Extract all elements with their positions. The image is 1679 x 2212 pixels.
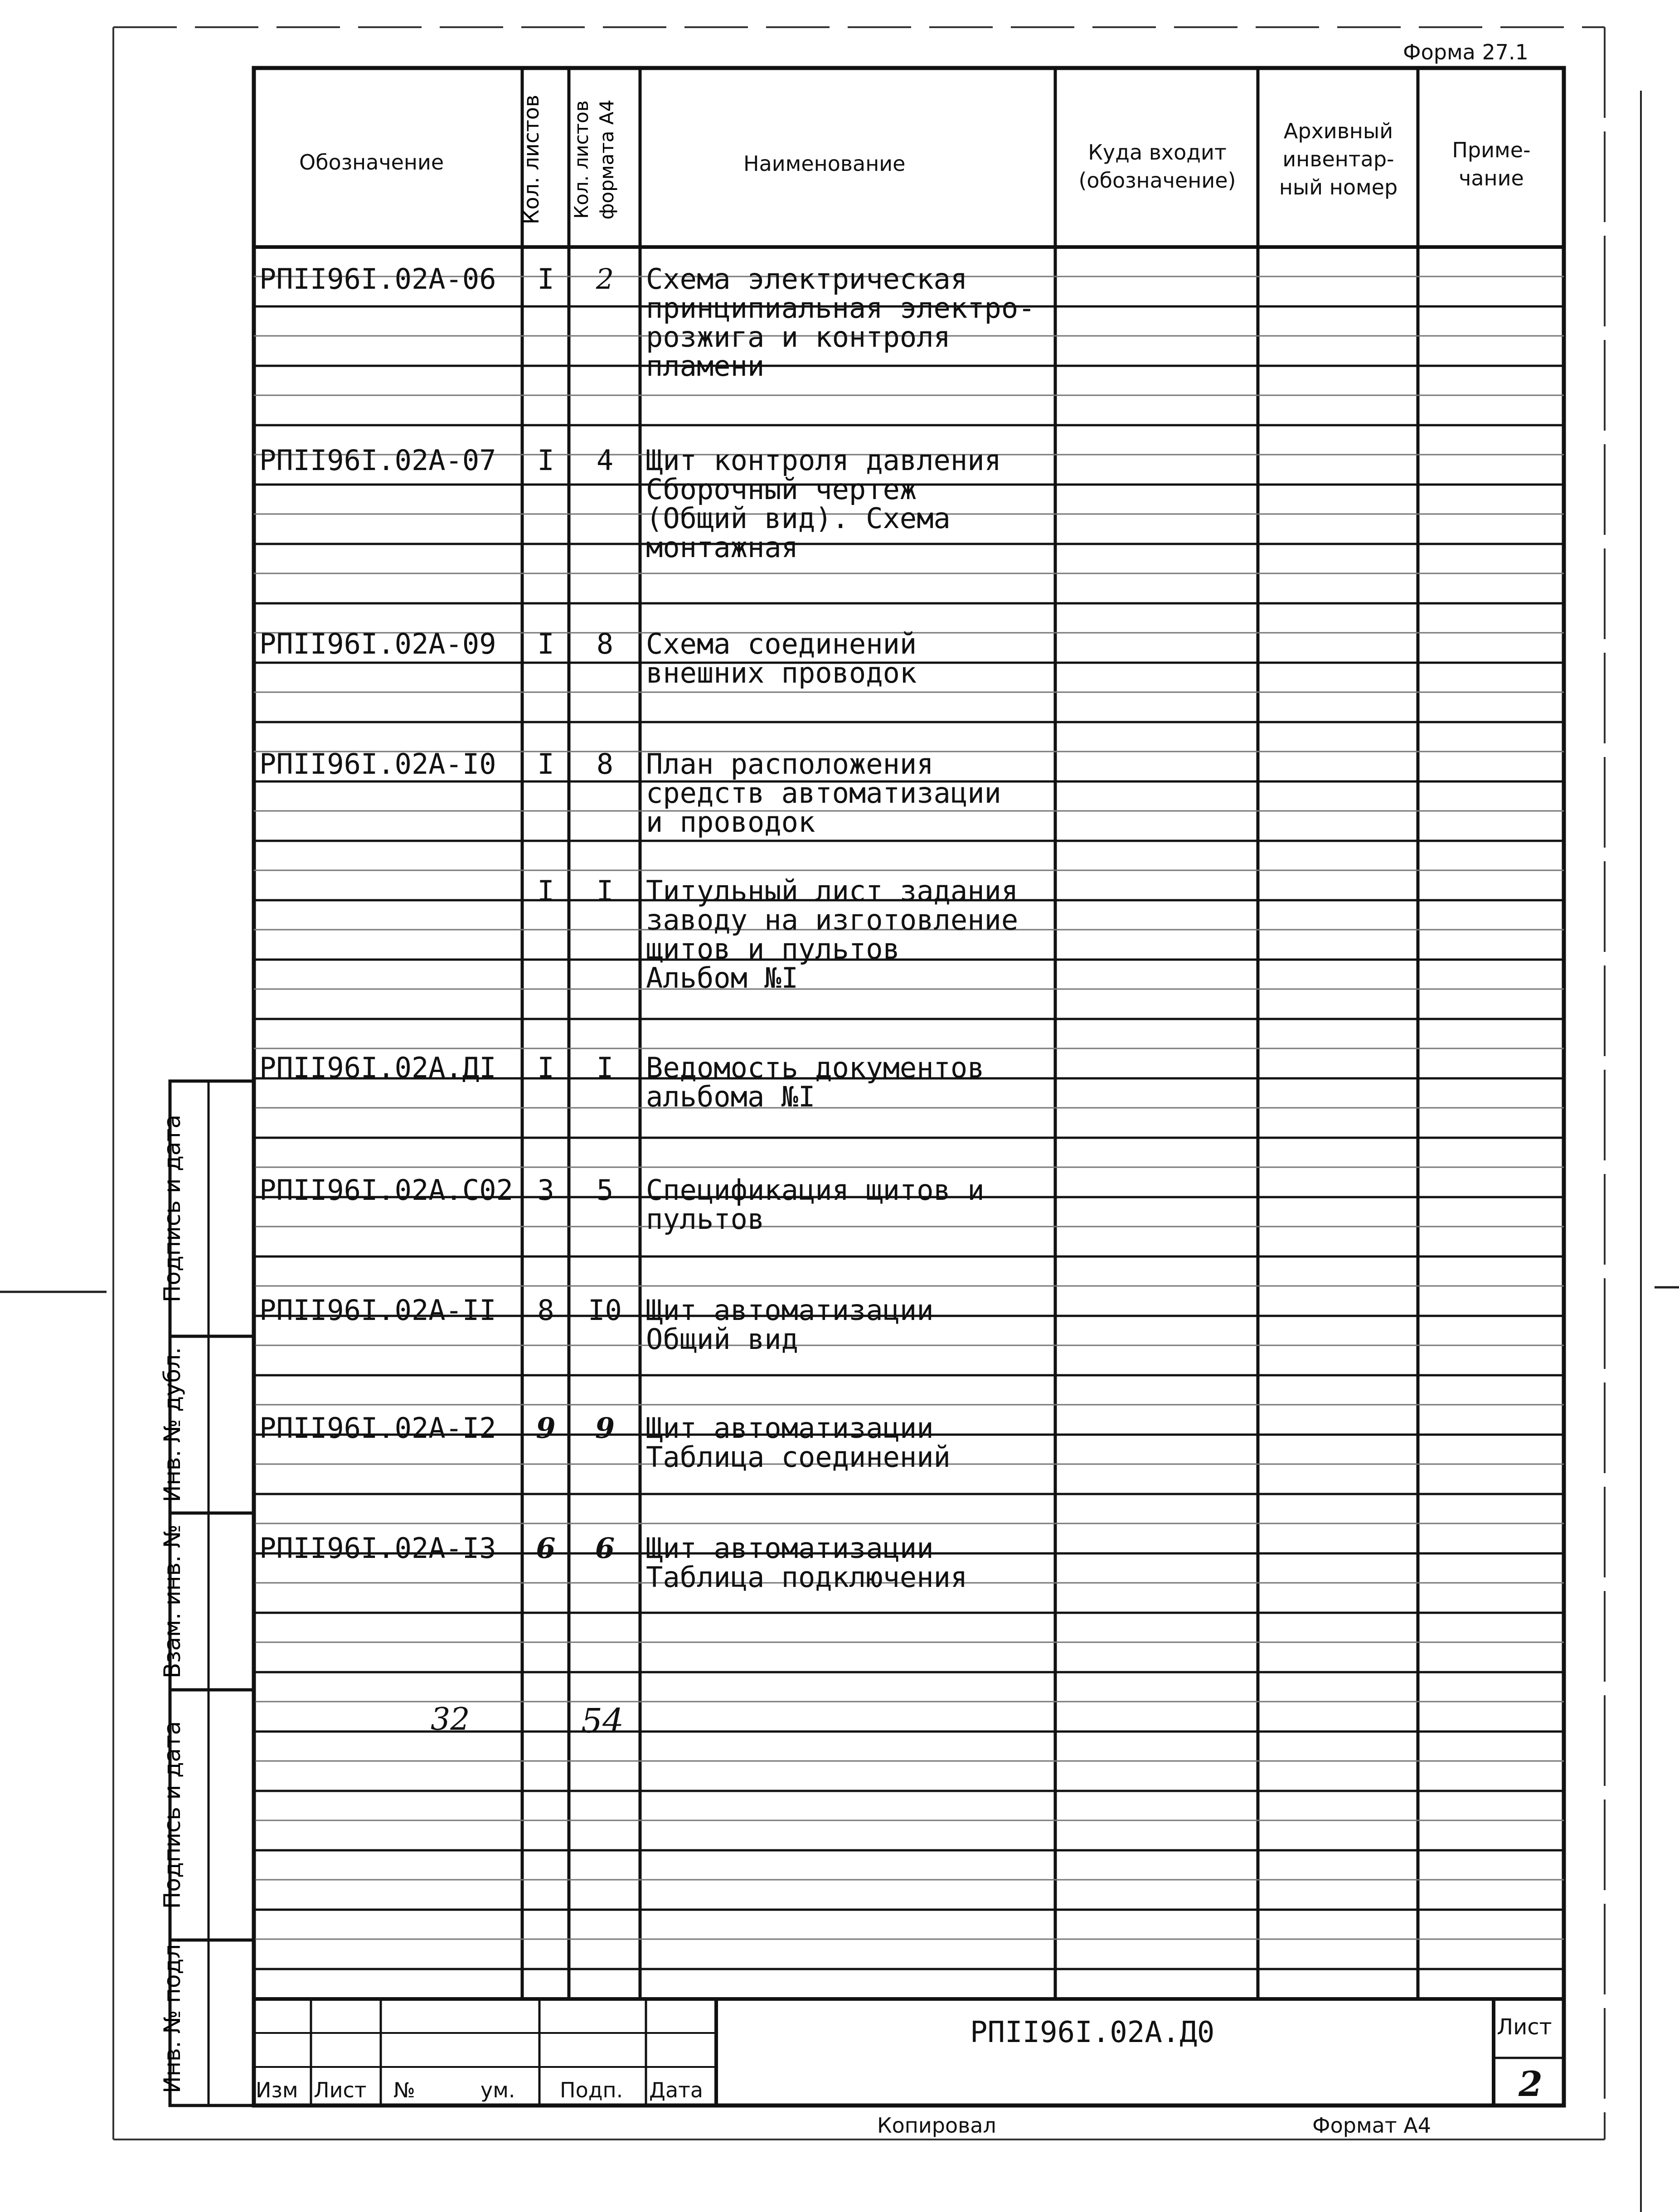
document-code: РПII96I.02А.Д0 bbox=[970, 2016, 1215, 2049]
row-name-line: (Общий вид). Схема bbox=[646, 502, 951, 535]
row-designation: РПII96I.02А.С02 bbox=[259, 1174, 513, 1207]
stamp-signature-date-1: Подпись и дата bbox=[159, 1114, 185, 1303]
row-name-line: принципиальная электро- bbox=[646, 291, 1035, 325]
row-sheets: I bbox=[537, 1051, 554, 1084]
row-name-line: Щит автоматизации bbox=[646, 1412, 934, 1445]
row-sheets: 8 bbox=[537, 1294, 554, 1327]
row-name-line: монтажная bbox=[646, 531, 798, 564]
row-sheets: 9 bbox=[536, 1412, 556, 1445]
row-name-line: и проводок bbox=[646, 805, 815, 839]
row-sheets: I bbox=[537, 874, 554, 907]
row-sheets-a4: 2 bbox=[596, 262, 614, 296]
sheet-label: Лист bbox=[1497, 2014, 1552, 2040]
tb-list: Лист bbox=[314, 2078, 367, 2102]
header-note: Приме- чание bbox=[1452, 138, 1531, 190]
row-sheets-a4: 8 bbox=[596, 747, 614, 781]
row-name-line: альбома №I bbox=[646, 1080, 815, 1113]
row-designation: РПII96I.02А-09 bbox=[259, 627, 496, 660]
row-designation: РПII96I.02А-I3 bbox=[259, 1532, 496, 1565]
footer-copied: Копировал bbox=[877, 2113, 996, 2138]
row-name-line: Таблица соединений bbox=[646, 1441, 951, 1474]
row-name-line: Сборочный чертеж bbox=[646, 473, 917, 506]
row-name-line: Альбом №I bbox=[646, 961, 798, 994]
row-sheets-a4: I0 bbox=[588, 1294, 622, 1327]
row-sheets-a4: I bbox=[596, 1051, 614, 1084]
stamp-dup-inv: Инв. № дубл. bbox=[159, 1347, 185, 1503]
header-name: Наименование bbox=[743, 151, 906, 176]
row-sheets-a4: 5 bbox=[596, 1174, 614, 1207]
total-sheets: 32 bbox=[431, 1702, 470, 1737]
stamp-replaced-inv: Взам. инв. № bbox=[159, 1524, 185, 1678]
row-sheets-a4: I bbox=[596, 874, 614, 907]
row-name-line: Схема соединений bbox=[646, 627, 917, 660]
row-name-line: щитов и пультов bbox=[646, 932, 900, 965]
header-sheets-a4: Кол. листов формата А4 bbox=[570, 99, 618, 220]
row-name-line: Щит контроля давления bbox=[646, 444, 1001, 477]
header-archive-number: Архивный инвентар- ный номер bbox=[1279, 119, 1398, 199]
footer-format: Формат А4 bbox=[1312, 2113, 1431, 2138]
row-sheets: I bbox=[537, 627, 554, 660]
row-sheets: I bbox=[537, 747, 554, 781]
row-name-line: пламени bbox=[646, 349, 765, 383]
sheet-number: 2 bbox=[1519, 2064, 1543, 2104]
row-name-line: Щит автоматизации bbox=[646, 1294, 934, 1327]
tb-doc: ум. bbox=[480, 2078, 515, 2102]
row-name-line: розжига и контроля bbox=[646, 320, 951, 354]
row-name-line: внешних проводок bbox=[646, 656, 917, 689]
tb-number: № bbox=[393, 2078, 415, 2102]
row-name-line: заводу на изготовление bbox=[646, 903, 1019, 936]
row-sheets-a4: 4 bbox=[596, 444, 614, 477]
row-name-line: Общий вид bbox=[646, 1323, 798, 1356]
row-sheets-a4: 6 bbox=[595, 1532, 615, 1565]
tb-signature: Подп. bbox=[560, 2078, 623, 2102]
row-sheets: 3 bbox=[537, 1174, 554, 1207]
row-sheets: 6 bbox=[536, 1532, 556, 1565]
row-designation: РПII96I.02А-07 bbox=[259, 444, 496, 477]
header-designation: Обозначение bbox=[299, 150, 444, 175]
stamp-original-inv: Инв. № подл. bbox=[159, 1937, 185, 2093]
row-name-line: Схема электрическая bbox=[646, 262, 968, 296]
total-sheets-a4: 54 bbox=[581, 1702, 624, 1741]
row-designation: РПII96I.02А-I2 bbox=[259, 1412, 496, 1445]
row-name-line: пультов bbox=[646, 1203, 765, 1236]
header-where-used: Куда входит (обозначение) bbox=[1078, 140, 1236, 193]
form-label: Форма 27.1 bbox=[1403, 40, 1529, 64]
row-name-line: Спецификация щитов и bbox=[646, 1174, 985, 1207]
row-designation: РПII96I.02А-I0 bbox=[259, 747, 496, 781]
row-sheets-a4: 8 bbox=[596, 627, 614, 660]
row-designation: РПII96I.02А-II bbox=[259, 1294, 496, 1327]
stamp-signature-date-2: Подпись и дата bbox=[159, 1721, 185, 1909]
tb-izm: Изм bbox=[256, 2078, 298, 2102]
tb-date: Дата bbox=[649, 2078, 704, 2102]
row-name-line: Щит автоматизации bbox=[646, 1532, 934, 1565]
row-sheets-a4: 9 bbox=[595, 1412, 615, 1445]
row-sheets: I bbox=[537, 444, 554, 477]
row-sheets: I bbox=[537, 262, 554, 296]
row-designation: РПII96I.02А-06 bbox=[259, 262, 496, 296]
row-name-line: Таблица подключения bbox=[646, 1561, 968, 1594]
row-name-line: средств автоматизации bbox=[646, 776, 1001, 810]
row-name-line: Ведомость документов bbox=[646, 1051, 985, 1084]
header-sheets-count: Кол. листов bbox=[519, 94, 543, 225]
row-designation: РПII96I.02А.ДI bbox=[259, 1051, 496, 1084]
row-name-line: План расположения bbox=[646, 747, 934, 781]
row-name-line: Титульный лист задания bbox=[646, 874, 1019, 907]
